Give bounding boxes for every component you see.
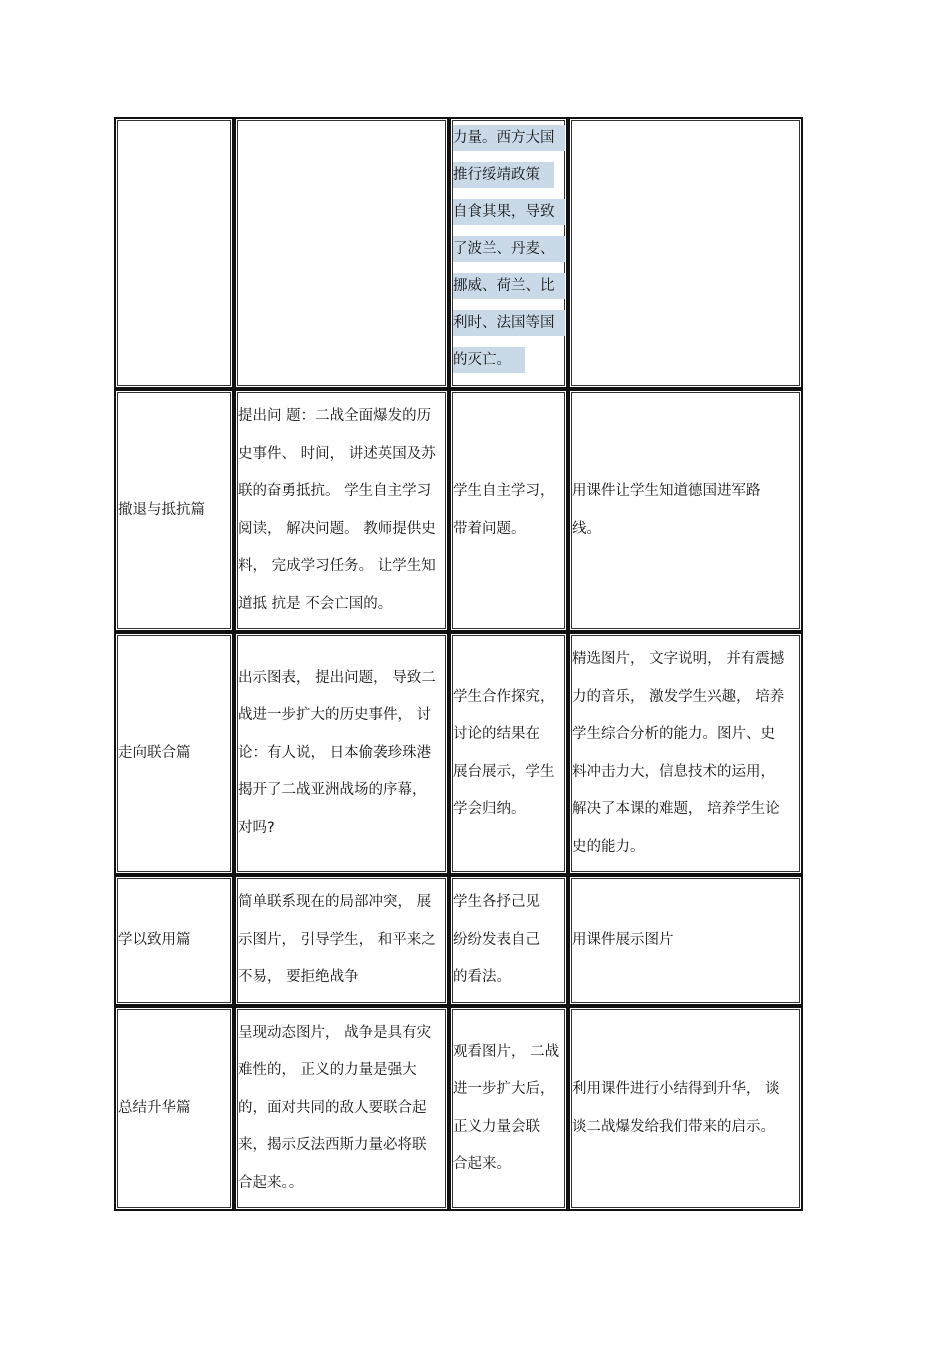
table-row: [114, 1006, 803, 1211]
table-row: [114, 632, 803, 875]
student-activity-cell: 学生自主学习， 带着问题。: [449, 389, 568, 632]
teacher-activity-cell: 简单联系现在的局部冲突， 展 示图片， 引导学生， 和平来之 不易， 要拒绝战争: [234, 875, 449, 1006]
table-row: [114, 389, 803, 632]
highlighted-line: 利时、法国等国: [453, 310, 565, 336]
highlighted-line: 的灭亡。: [453, 347, 525, 373]
stage-cell: 撤退与抵抗篇: [114, 389, 234, 632]
lesson-plan-table-frame: [114, 117, 803, 1211]
design-purpose-cell: 精选图片， 文字说明， 并有震撼 力的音乐， 激发学生兴趣， 培养 学生综合分析的能力。图片、史 料冲击力大，信息技术的运用， 解决了本课的难题， 培养学生论 史的能力。: [568, 632, 803, 875]
teacher-activity-cell: 提出问 题：二战全面爆发的历 史事件、 时间， 讲述英国及苏 联的奋勇抵抗。 学生自主学习 阅读， 解决问题。 教师提供史 料， 完成学习任务。 让学生知 道抵 抗是 不会亡国的。: [234, 389, 449, 632]
highlighted-line: 挪威、荷兰、比: [453, 273, 565, 299]
stage-cell: 走向联合篇: [114, 632, 234, 875]
lesson-plan-table: [114, 117, 803, 1211]
teacher-activity-cell: 呈现动态图片， 战争是具有灾 难性的， 正义的力量是强大 的，面对共同的敌人要联合起 来，揭示反法西斯力量必将联 合起来。。: [234, 1006, 449, 1211]
highlighted-line: 自食其果，导致: [453, 199, 565, 225]
design-purpose-cell: [568, 117, 803, 389]
design-purpose-cell: 用课件让学生知道德国进军路 线。: [568, 389, 803, 632]
table-row: [114, 117, 803, 389]
stage-cell: 总结升华篇: [114, 1006, 234, 1211]
highlighted-line: 了波兰、丹麦、: [453, 236, 565, 262]
design-purpose-cell: 利用课件进行小结得到升华， 谈 谈二战爆发给我们带来的启示。: [568, 1006, 803, 1211]
student-activity-cell: 学生各抒己见 纷纷发表自己 的看法。: [449, 875, 568, 1006]
design-purpose-cell: 用课件展示图片: [568, 875, 803, 1006]
table-row: [114, 875, 803, 1006]
student-activity-cell: 学生合作探究， 讨论的结果在 展台展示，学生 学会归纳。: [449, 632, 568, 875]
teacher-activity-cell: [234, 117, 449, 389]
highlighted-line: 推行绥靖政策: [453, 162, 554, 188]
teacher-activity-cell: 出示图表， 提出问题， 导致二 战进一步扩大的历史事件， 讨 论：有人说， 日本偷袭珍珠港 揭开了二战亚洲战场的序幕， 对吗?: [234, 632, 449, 875]
stage-cell: 学以致用篇: [114, 875, 234, 1006]
highlighted-text-block: [453, 123, 564, 373]
stage-cell: [114, 117, 234, 389]
highlighted-line: 力量。西方大国: [453, 125, 565, 151]
student-activity-cell: [449, 117, 568, 389]
student-activity-cell: 观看图片， 二战 进一步扩大后， 正义力量会联 合起来。: [449, 1006, 568, 1211]
